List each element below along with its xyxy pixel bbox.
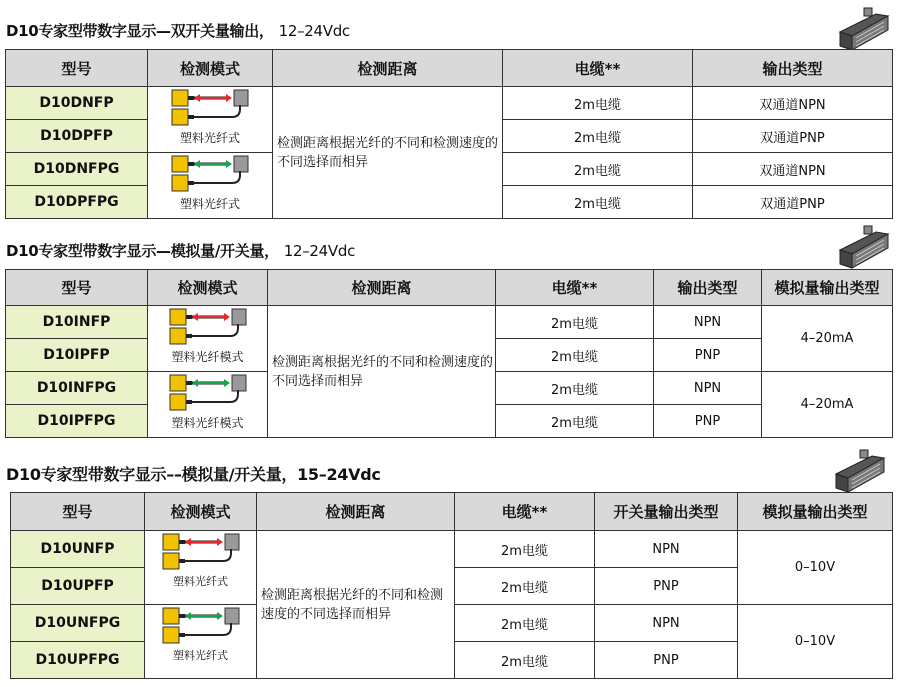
mode-cell — [145, 531, 257, 605]
header-cable: 电缆** — [455, 493, 595, 531]
section-1-table — [5, 49, 893, 219]
section-3-title-main: D10专家型带数字显示––模拟量/开关量，15–24Vdc — [6, 465, 381, 484]
cable-cell: 2m电缆 — [503, 186, 693, 219]
header-model: 型号 — [6, 50, 148, 87]
model-cell: D10UPFPG — [11, 642, 145, 679]
table-row — [11, 531, 893, 568]
model-cell: D10INFP — [6, 306, 148, 339]
cable-cell: 2m电缆 — [503, 87, 693, 120]
output-cell: NPN — [654, 306, 762, 339]
model-cell: D10IPFP — [6, 339, 148, 372]
model-cell: D10UNFPG — [11, 605, 145, 642]
mode-label: 塑料光纤式 — [173, 649, 228, 662]
fiber-mode-red-icon — [168, 308, 248, 348]
model-cell: D10DPFPG — [6, 186, 148, 219]
cable-cell: 2m电缆 — [496, 306, 654, 339]
fiber-mode-green-icon — [170, 155, 250, 195]
cable-cell: 2m电缆 — [496, 405, 654, 438]
table-header-row — [6, 50, 893, 87]
model-cell: D10DNFP — [6, 87, 148, 120]
header-distance: 检测距离 — [268, 270, 496, 306]
header-output: 输出类型 — [693, 50, 893, 87]
sensor-product-icon — [832, 444, 888, 494]
header-analog: 模拟量输出类型 — [762, 270, 893, 306]
mode-cell — [145, 605, 257, 679]
mode-cell — [148, 372, 268, 438]
output-cell: NPN — [595, 531, 738, 568]
output-cell: 双通道PNP — [693, 186, 893, 219]
model-cell: D10DPFP — [6, 120, 148, 153]
output-cell: 双通道NPN — [693, 153, 893, 186]
mode-cell — [148, 153, 273, 219]
header-distance: 检测距离 — [273, 50, 503, 87]
header-model: 型号 — [11, 493, 145, 531]
cable-cell: 2m电缆 — [496, 339, 654, 372]
distance-cell: 检测距离根据光纤的不同和检测速度的不同选择而相异 — [273, 87, 503, 219]
fiber-mode-green-icon — [161, 607, 241, 647]
section-1-title — [6, 20, 350, 41]
table-row — [6, 87, 893, 120]
section-2-title-main: D10专家型带数字显示—模拟量/开关量， — [6, 242, 279, 260]
table-header-row — [11, 493, 893, 531]
header-output: 开关量输出类型 — [595, 493, 738, 531]
cable-cell: 2m电缆 — [496, 372, 654, 405]
section-2-title-voltage: 12–24Vdc — [283, 242, 356, 260]
mode-cell — [148, 87, 273, 153]
output-cell: PNP — [654, 405, 762, 438]
section-1-title-main: D10专家型带数字显示—双开关量输出， — [6, 22, 274, 40]
header-distance: 检测距离 — [257, 493, 455, 531]
distance-cell: 检测距离根据光纤的不同和检测速度的不同选择而相异 — [257, 531, 455, 679]
model-cell: D10IPFPG — [6, 405, 148, 438]
header-model: 型号 — [6, 270, 148, 306]
mode-label: 塑料光纤式 — [179, 131, 240, 145]
model-cell: D10DNFPG — [6, 153, 148, 186]
sensor-product-icon — [836, 220, 892, 270]
cable-cell: 2m电缆 — [503, 153, 693, 186]
cable-cell: 2m电缆 — [455, 642, 595, 679]
header-mode: 检测模式 — [148, 50, 273, 87]
mode-label: 塑料光纤式 — [179, 197, 240, 211]
section-2-title — [6, 240, 355, 261]
sensor-product-icon — [836, 2, 892, 52]
header-mode: 检测模式 — [148, 270, 268, 306]
table-header-row — [6, 270, 893, 306]
section-3-title — [6, 462, 381, 485]
header-cable: 电缆** — [503, 50, 693, 87]
output-cell: PNP — [595, 642, 738, 679]
analog-cell: 0–10V — [738, 605, 893, 679]
output-cell: 双通道PNP — [693, 120, 893, 153]
output-cell: PNP — [654, 339, 762, 372]
cable-cell: 2m电缆 — [455, 531, 595, 568]
distance-cell: 检测距离根据光纤的不同和检测速度的不同选择而相异 — [268, 306, 496, 438]
cable-cell: 2m电缆 — [455, 605, 595, 642]
header-output: 输出类型 — [654, 270, 762, 306]
fiber-mode-red-icon — [161, 533, 241, 573]
output-cell: NPN — [654, 372, 762, 405]
mode-cell — [148, 306, 268, 372]
output-cell: PNP — [595, 568, 738, 605]
table-row — [6, 306, 893, 339]
mode-label: 塑料光纤式 — [173, 575, 228, 588]
cable-cell: 2m电缆 — [455, 568, 595, 605]
analog-cell: 4–20mA — [762, 306, 893, 372]
mode-label: 塑料光纤模式 — [171, 416, 244, 430]
section-2-table — [5, 269, 893, 438]
section-1-title-voltage: 12–24Vdc — [278, 22, 350, 40]
output-cell: NPN — [595, 605, 738, 642]
mode-label: 塑料光纤模式 — [171, 350, 244, 364]
model-cell: D10UNFP — [11, 531, 145, 568]
header-cable: 电缆** — [496, 270, 654, 306]
model-cell: D10UPFP — [11, 568, 145, 605]
header-mode: 检测模式 — [145, 493, 257, 531]
header-analog: 模拟量输出类型 — [738, 493, 893, 531]
analog-cell: 4–20mA — [762, 372, 893, 438]
section-3-table — [10, 492, 893, 679]
output-cell: 双通道NPN — [693, 87, 893, 120]
cable-cell: 2m电缆 — [503, 120, 693, 153]
fiber-mode-red-icon — [170, 89, 250, 129]
analog-cell: 0–10V — [738, 531, 893, 605]
model-cell: D10INFPG — [6, 372, 148, 405]
fiber-mode-green-icon — [168, 374, 248, 414]
